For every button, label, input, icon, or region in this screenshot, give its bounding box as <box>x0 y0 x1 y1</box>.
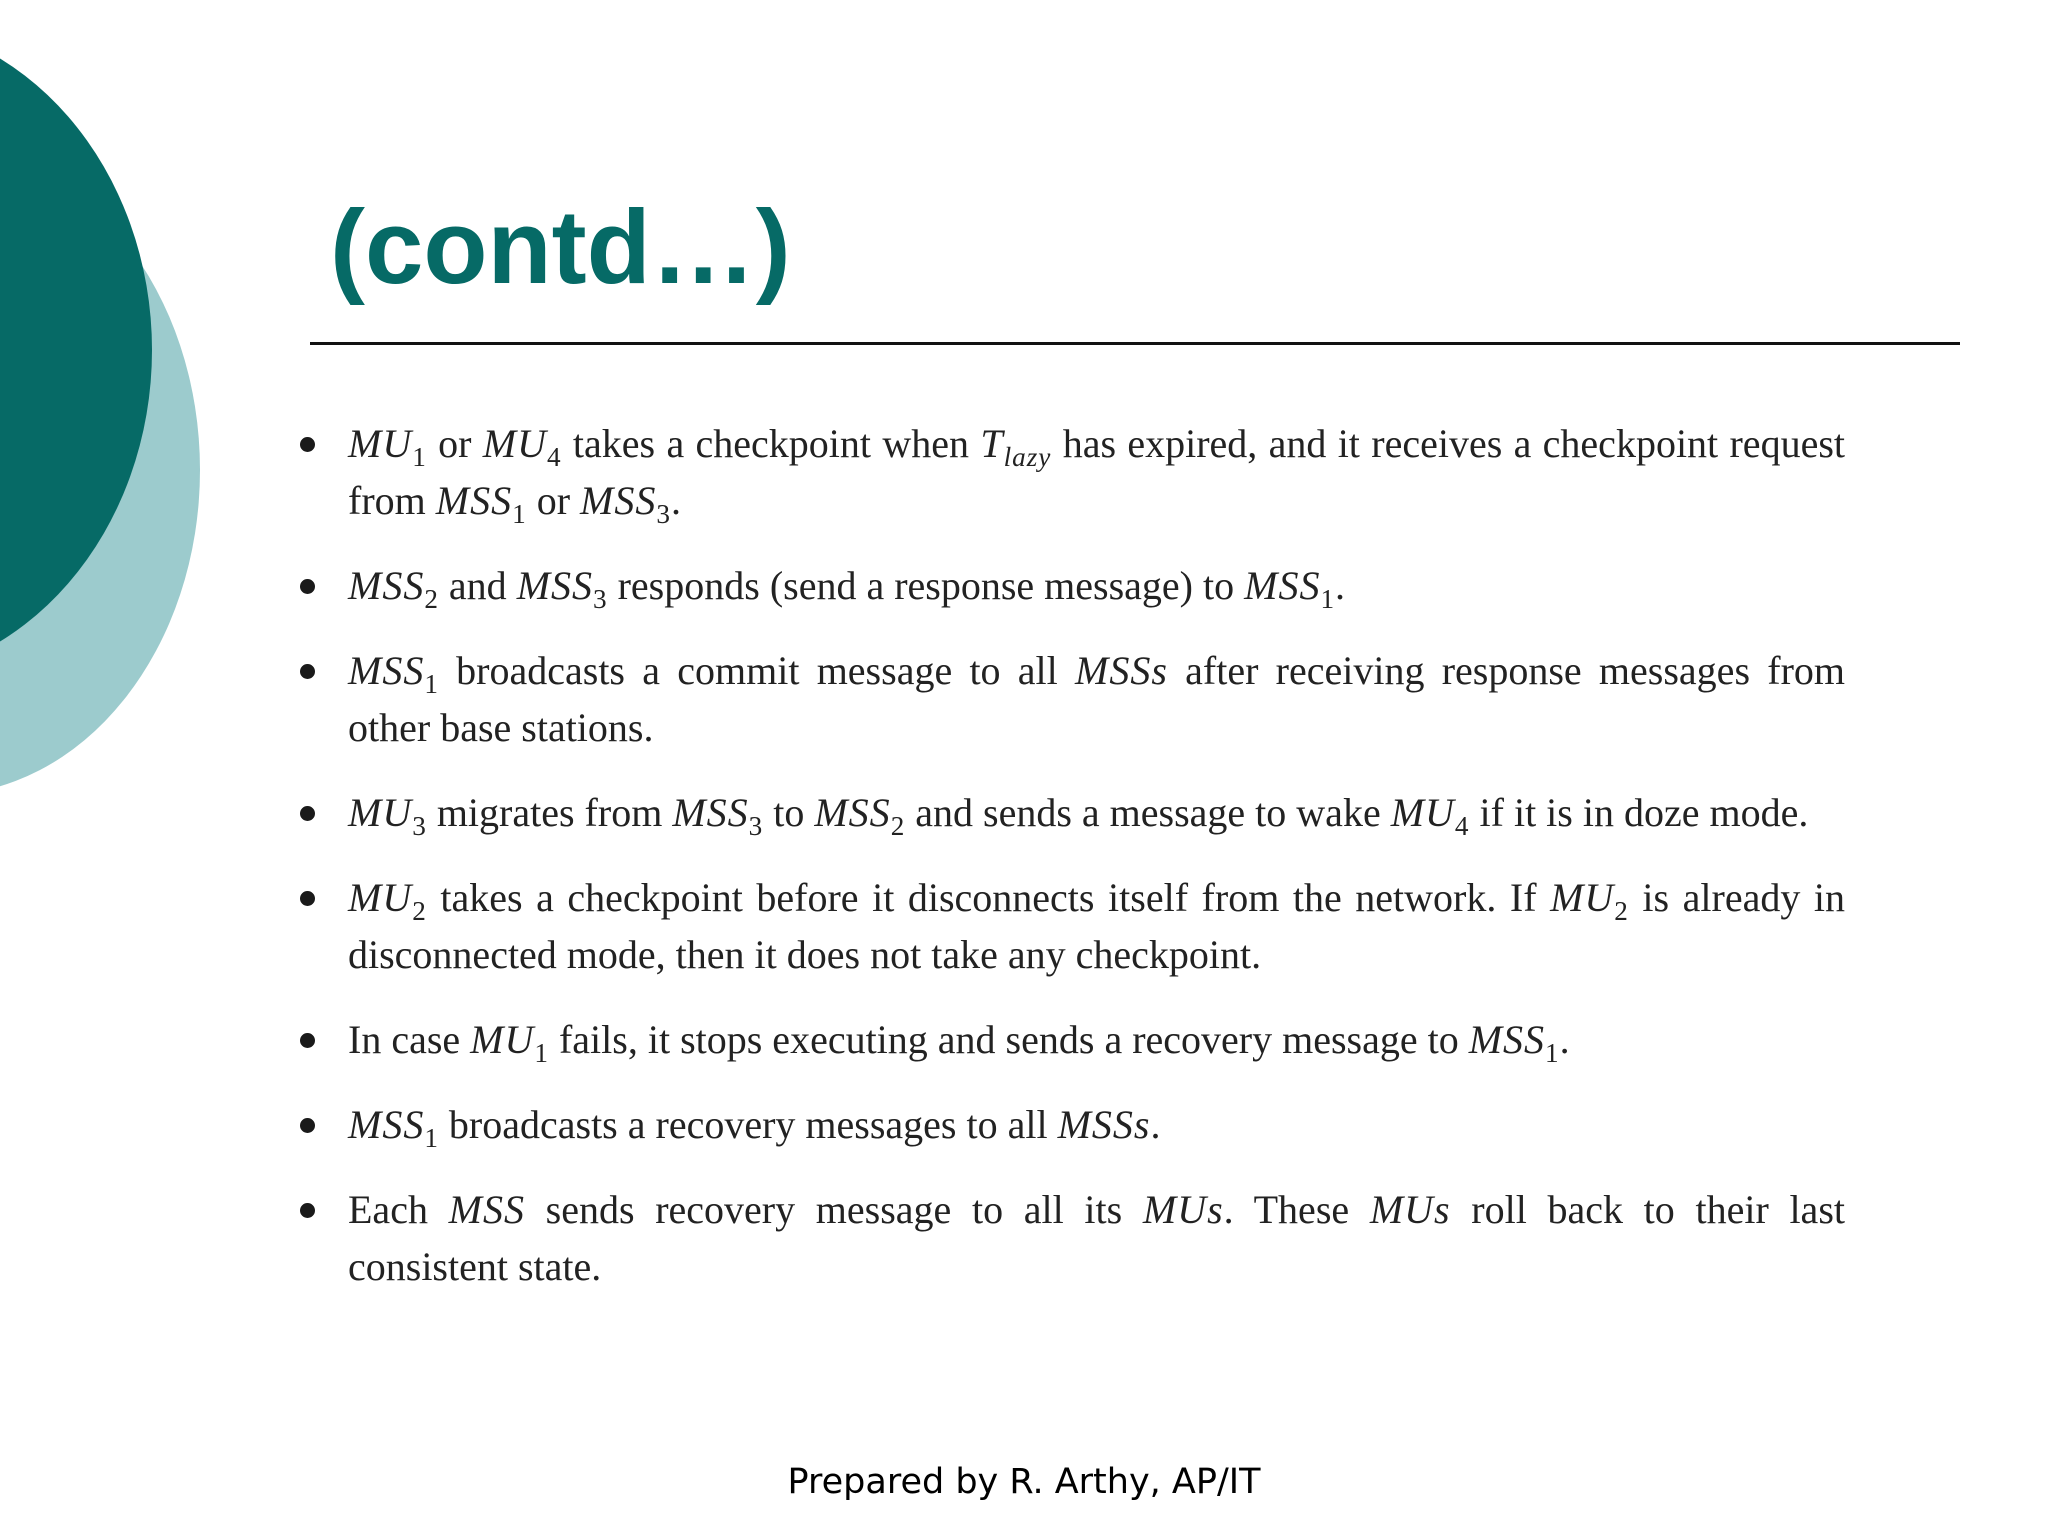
math-subscript: 3 <box>656 499 671 529</box>
bullet-item <box>300 642 1845 756</box>
bullet-text: responds (send a response message) to <box>607 563 1245 608</box>
bullet-text: has expired, and it receives a checkpoint request from <box>348 421 1845 523</box>
math-subscript: 1 <box>1320 584 1336 614</box>
math-symbol <box>348 648 439 699</box>
math-subscript: 1 <box>412 442 427 472</box>
math-symbol <box>1390 790 1470 841</box>
bullet-text: . <box>1559 1017 1570 1062</box>
math-symbol <box>1244 563 1336 614</box>
math-subscript: 2 <box>890 811 906 841</box>
math-symbol <box>1468 1017 1560 1068</box>
bullet-text: broadcasts a commit message to all <box>438 648 1076 693</box>
math-symbol <box>348 875 427 926</box>
bullet-text: broadcasts a recovery messages to all <box>438 1102 1058 1147</box>
math-base: MUs <box>1369 1187 1451 1232</box>
math-symbol <box>1143 1187 1224 1232</box>
math-subscript: 1 <box>512 499 527 529</box>
bullet-item <box>300 1096 1845 1153</box>
math-symbol <box>348 563 439 614</box>
bullet-text: Each <box>348 1187 449 1232</box>
bullet-text: . <box>670 478 681 523</box>
math-symbol <box>672 790 764 841</box>
math-symbol <box>348 790 427 841</box>
math-symbol <box>980 421 1052 472</box>
bullet-text: or <box>526 478 581 523</box>
math-symbol <box>348 1102 439 1153</box>
math-subscript: 1 <box>534 1038 549 1068</box>
bullet-text: . <box>1335 563 1346 608</box>
bullet-dot-icon <box>300 1033 315 1048</box>
slide-title: (contd…) <box>330 189 791 306</box>
math-base: MU <box>348 790 413 835</box>
bullet-item <box>300 1181 1845 1295</box>
bullet-text: sends recovery message to all its <box>524 1187 1143 1232</box>
math-base: MSS <box>1468 1017 1546 1062</box>
math-base: MSS <box>814 790 891 835</box>
title-divider <box>310 342 1960 345</box>
math-symbol <box>435 478 527 529</box>
slide-footer: Prepared by R. Arthy, AP/IT <box>787 1462 1261 1502</box>
math-symbol <box>516 563 608 614</box>
bullet-text: to <box>763 790 815 835</box>
bullet-text: after receiving response messages from other base stations. <box>348 648 1846 750</box>
bullet-text: . <box>1150 1102 1161 1147</box>
math-base: MUs <box>1142 1187 1224 1232</box>
math-base: MSS <box>348 648 425 693</box>
math-symbol <box>482 421 562 472</box>
bullet-dot-icon <box>300 664 315 679</box>
math-base: MSSs <box>1075 648 1168 693</box>
math-base: MU <box>348 421 413 466</box>
math-symbol <box>449 1187 525 1232</box>
bullet-text: roll back to their last consistent state. <box>348 1187 1845 1289</box>
bullet-dot-icon <box>300 1118 315 1133</box>
math-symbol <box>348 421 427 472</box>
bullet-dot-icon <box>300 579 315 594</box>
math-base: MU <box>482 421 548 466</box>
math-base: T <box>980 421 1004 466</box>
math-subscript: 1 <box>424 669 439 699</box>
math-subscript: 3 <box>748 811 764 841</box>
bullet-text: migrates from <box>426 790 673 835</box>
math-subscript: 3 <box>593 584 608 614</box>
math-base: MU <box>348 875 413 920</box>
math-symbol <box>1075 648 1168 693</box>
math-symbol <box>814 790 906 841</box>
math-subscript: lazy <box>1003 442 1052 472</box>
math-subscript: 1 <box>1545 1038 1560 1068</box>
math-base: MSS <box>580 478 657 523</box>
math-symbol <box>580 478 671 529</box>
math-subscript: 2 <box>1614 896 1629 926</box>
math-subscript: 4 <box>1454 811 1470 841</box>
bullet-dot-icon <box>300 891 315 906</box>
math-base: MSSs <box>1057 1102 1151 1147</box>
bullet-text: is already in disconnected mode, then it does not take any checkpoint. <box>348 875 1845 977</box>
bullet-dot-icon <box>300 437 315 452</box>
bullet-text: takes a checkpoint before it disconnects itself from the network. If <box>426 875 1551 920</box>
bullet-text: if it is in doze mode. <box>1469 790 1809 835</box>
math-base: MSS <box>348 563 425 608</box>
math-symbol <box>1058 1102 1151 1147</box>
math-base: MSS <box>435 478 513 523</box>
math-base: MSS <box>1244 563 1321 608</box>
bullet-text: In case <box>348 1017 471 1062</box>
bullet-item <box>300 415 1845 529</box>
bullet-text: . These <box>1223 1187 1370 1232</box>
bullet-item <box>300 784 1845 841</box>
math-base: MSS <box>448 1187 525 1232</box>
bullet-item <box>300 1011 1845 1068</box>
bullet-text: and <box>438 563 517 608</box>
math-subscript: 2 <box>424 584 439 614</box>
math-symbol <box>1370 1187 1451 1232</box>
bullet-text: fails, it stops executing and sends a recovery message to <box>548 1017 1469 1062</box>
bullet-dot-icon <box>300 1203 315 1218</box>
math-base: MSS <box>672 790 749 835</box>
bullet-item <box>300 869 1845 983</box>
bullet-item <box>300 557 1845 614</box>
math-base: MU <box>1550 875 1615 920</box>
bullet-list <box>300 415 1845 1323</box>
math-subscript: 1 <box>424 1123 439 1153</box>
math-subscript: 4 <box>547 442 562 472</box>
math-base: MSS <box>516 563 594 608</box>
math-symbol <box>470 1017 549 1068</box>
bullet-text: or <box>426 421 483 466</box>
math-subscript: 3 <box>412 811 427 841</box>
bullet-dot-icon <box>300 806 315 821</box>
math-subscript: 2 <box>412 896 427 926</box>
math-base: MSS <box>348 1102 425 1147</box>
math-symbol <box>1550 875 1629 926</box>
math-base: MU <box>1390 790 1455 835</box>
bullet-text: and sends a message to wake <box>905 790 1391 835</box>
math-base: MU <box>470 1017 535 1062</box>
bullet-text: takes a checkpoint when <box>561 421 981 466</box>
